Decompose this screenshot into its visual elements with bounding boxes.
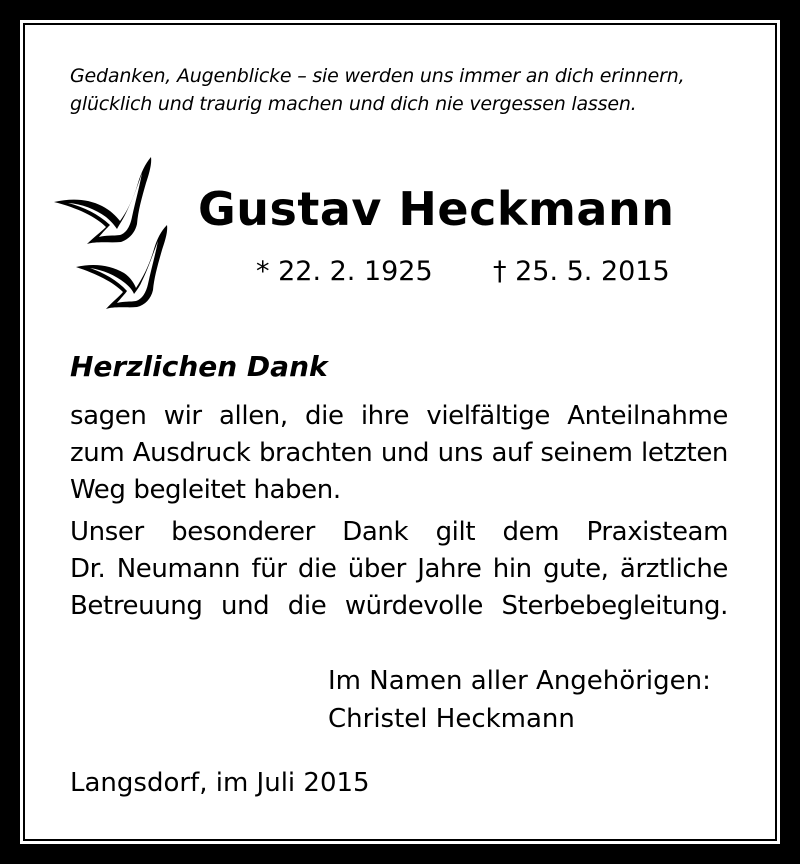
thanks-paragraph-2 xyxy=(70,514,728,625)
paragraph-line: sagen wir allen, die ihre vielfältige Anteilnahme xyxy=(70,401,728,431)
motto xyxy=(70,62,750,118)
thanks-heading: Herzlichen Dank xyxy=(70,350,328,383)
motto-line-2: glücklich und traurig machen und dich nie vergessen lassen. xyxy=(70,93,637,115)
place-and-date: Langsdorf, im Juli 2015 xyxy=(70,768,370,798)
paragraph-line: zum Ausdruck brachten und uns auf seinem letzten xyxy=(70,438,728,468)
paragraph-line: Betreuung und die würdevolle Sterbebegleitung. xyxy=(70,591,728,621)
paragraph-line: Weg begleitet haben. xyxy=(70,475,341,505)
paragraph-line: Dr. Neumann für die über Jahre hin gute, ärztliche xyxy=(70,554,728,584)
signature-line-1: Im Namen aller Angehörigen: xyxy=(328,666,711,696)
death-date: † 25. 5. 2015 xyxy=(493,256,670,287)
paragraph-line: Unser besonderer Dank gilt dem Praxisteam xyxy=(70,517,728,547)
thanks-paragraph-1 xyxy=(70,398,728,509)
seagulls-icon xyxy=(50,155,180,315)
birth-date: * 22. 2. 1925 xyxy=(256,256,433,287)
signature xyxy=(328,662,711,738)
motto-line-1: Gedanken, Augenblicke – sie werden uns immer an dich erinnern, xyxy=(70,65,685,87)
seagull-upper-icon xyxy=(54,157,151,244)
signature-name: Christel Heckmann xyxy=(328,704,575,734)
deceased-name: Gustav Heckmann xyxy=(198,182,675,236)
